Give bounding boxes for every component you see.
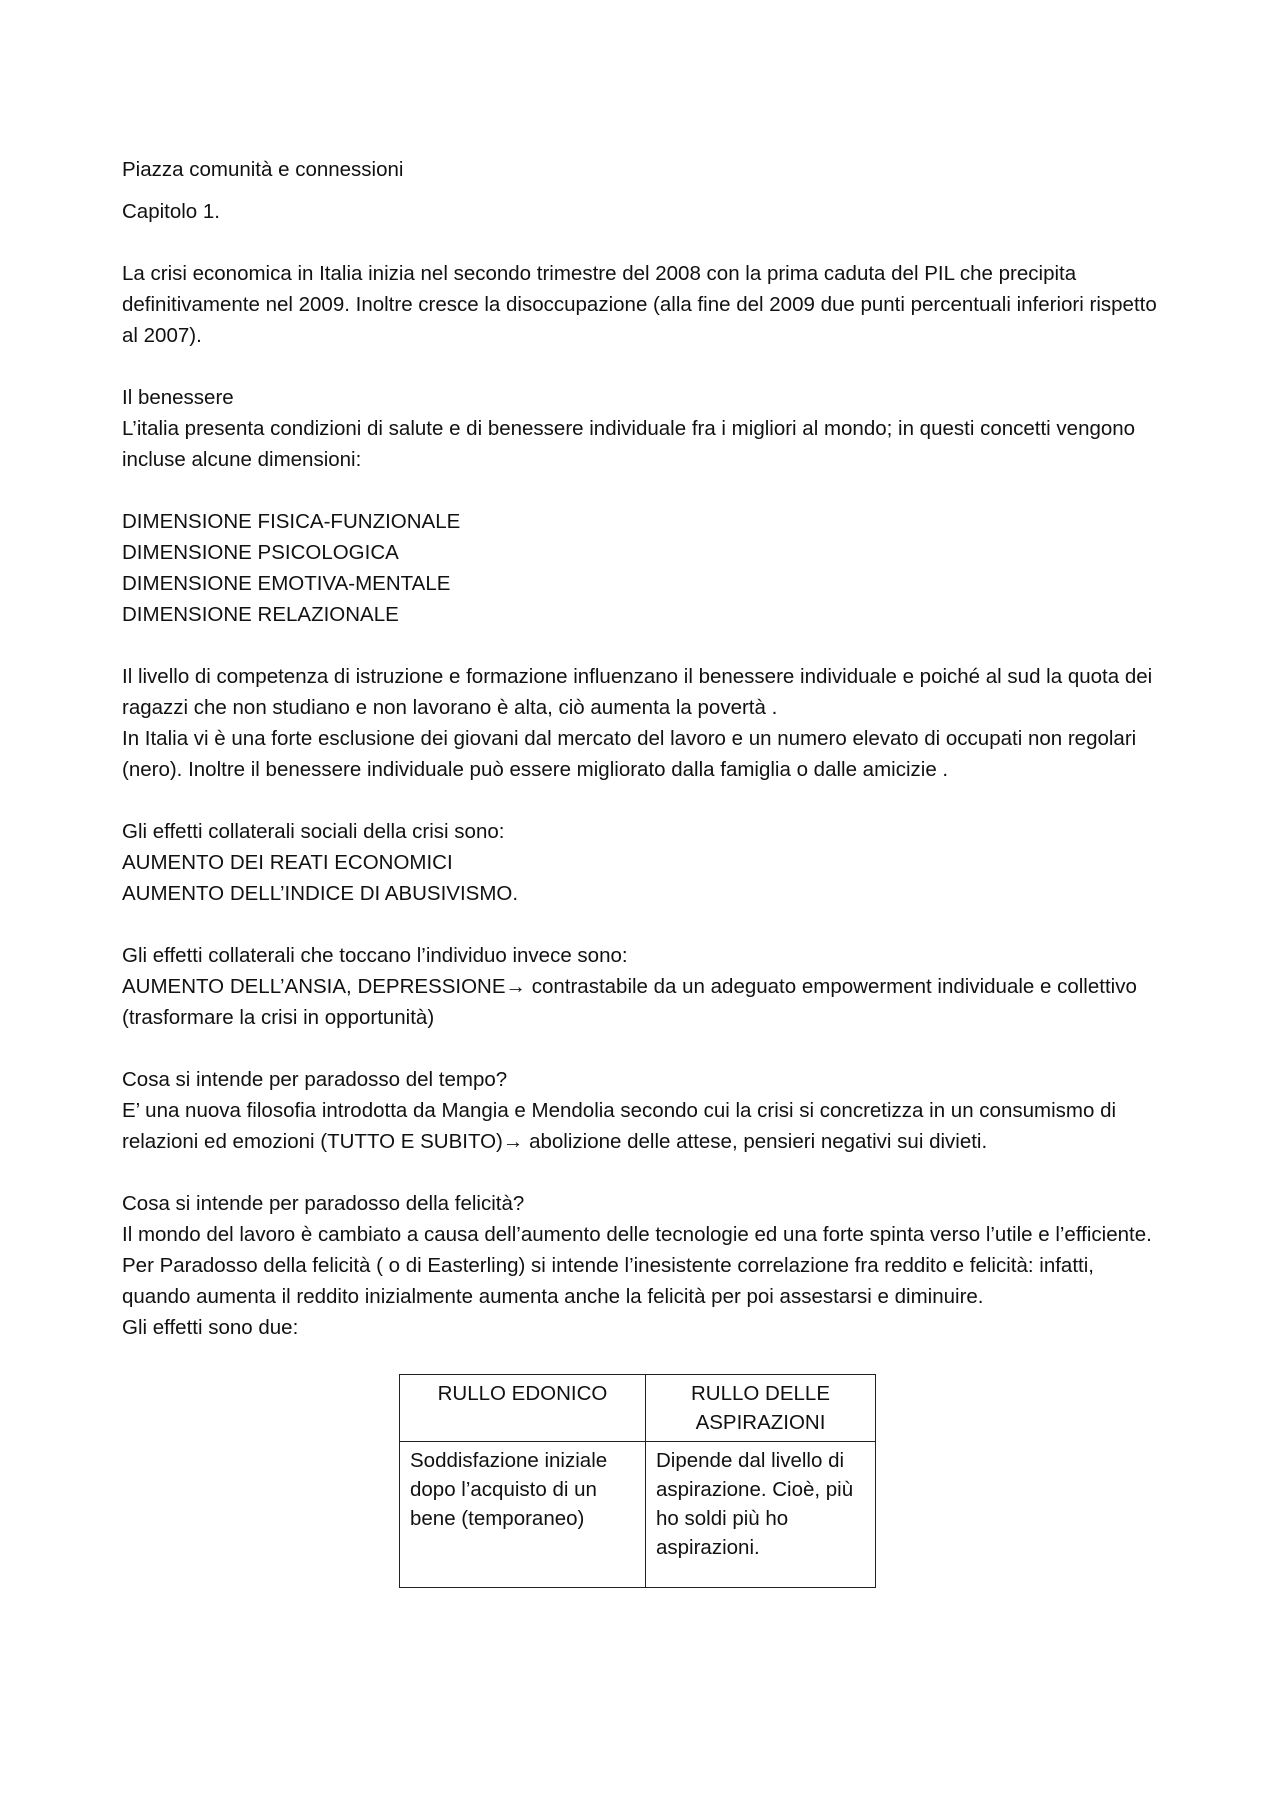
dimension-item: DIMENSIONE EMOTIVA-MENTALE xyxy=(122,572,451,595)
individual-effects-intro: Gli effetti collaterali che toccano l’individuo invece sono: xyxy=(122,944,628,967)
table-cell: Dipende dal livello di aspirazione. Cioè, più ho soldi più ho aspirazioni. xyxy=(646,1442,876,1588)
time-paradox-question: Cosa si intende per paradosso del tempo? xyxy=(122,1068,508,1091)
dimension-item: DIMENSIONE PSICOLOGICA xyxy=(122,541,399,564)
social-effect-item: AUMENTO DEI REATI ECONOMICI xyxy=(122,851,453,874)
table-header-row xyxy=(400,1375,876,1442)
dimensions-list xyxy=(122,506,1167,630)
table-cell: Soddisfazione iniziale dopo l’acquisto di un bene (temporaneo) xyxy=(400,1442,646,1588)
education-paragraph: Il livello di competenza di istruzione e formazione influenzano il benessere individuale e poiché al sud la quota dei ragazzi che non studiano e non lavorano è alta, ciò aumenta la povertà . xyxy=(122,665,1153,719)
document-title: Piazza comunità e connessioni xyxy=(122,158,404,181)
happiness-paradox-answer: Il mondo del lavoro è cambiato a causa dell’aumento delle tecnologie ed una forte spinta verso l’utile e l’efficiente. Per Paradosso della felicità ( o di Easterling) si intende l’inesistente correlazione fra reddito e felicità: infatti, quando aumenta il reddito inizialmente aumenta anche la felicità per poi assestarsi e diminuire. xyxy=(122,1223,1152,1308)
education-paragraph: In Italia vi è una forte esclusione dei giovani dal mercato del lavoro e un numero elevato di occupati non regolari (nero). Inoltre il benessere individuale può essere migliorato dalla famiglia o dalle amicizie . xyxy=(122,727,1137,781)
table-header-cell: RULLO DELLE ASPIRAZIONI xyxy=(646,1375,876,1442)
table-row xyxy=(400,1442,876,1588)
social-effects-intro: Gli effetti collaterali sociali della crisi sono: xyxy=(122,820,505,843)
effects-table xyxy=(399,1374,876,1588)
social-effect-item: AUMENTO DELL’INDICE DI ABUSIVISMO. xyxy=(122,882,519,905)
dimension-item: DIMENSIONE RELAZIONALE xyxy=(122,603,399,626)
effects-intro: Gli effetti sono due: xyxy=(122,1316,299,1339)
document-body xyxy=(122,154,1167,1588)
education-section xyxy=(122,661,1167,785)
happiness-paradox-question: Cosa si intende per paradosso della felicità? xyxy=(122,1192,525,1215)
time-paradox-section xyxy=(122,1064,1167,1157)
crisis-paragraph: La crisi economica in Italia inizia nel secondo trimestre del 2008 con la prima caduta del PIL che precipita definitivamente nel 2009. Inoltre cresce la disoccupazione (alla fine del 2009 due punti percentuali inferiori rispetto al 2007). xyxy=(122,262,1157,347)
wellbeing-text: L’italia presenta condizioni di salute e di benessere individuale fra i migliori al mondo; in questi concetti vengono incluse alcune dimensioni: xyxy=(122,417,1136,471)
effects-table-wrapper xyxy=(399,1374,1167,1588)
individual-effects-text: AUMENTO DELL’ANSIA, DEPRESSIONE→ contrastabile da un adeguato empowerment individuale e collettivo (trasformare la crisi in opportunità) xyxy=(122,975,1137,1029)
table-header-cell: RULLO EDONICO xyxy=(400,1375,646,1442)
chapter-heading: Capitolo 1. xyxy=(122,200,221,223)
dimension-item: DIMENSIONE FISICA-FUNZIONALE xyxy=(122,510,461,533)
social-effects-section xyxy=(122,816,1167,909)
time-paradox-answer: E’ una nuova filosofia introdotta da Mangia e Mendolia secondo cui la crisi si concretizza in un consumismo di relazioni ed emozioni (TUTTO E SUBITO)→ abolizione delle attese, pensieri negativi sui divieti. xyxy=(122,1099,1117,1153)
wellbeing-section xyxy=(122,382,1167,475)
wellbeing-heading: Il benessere xyxy=(122,386,234,409)
individual-effects-section xyxy=(122,940,1167,1033)
happiness-paradox-section xyxy=(122,1188,1167,1343)
